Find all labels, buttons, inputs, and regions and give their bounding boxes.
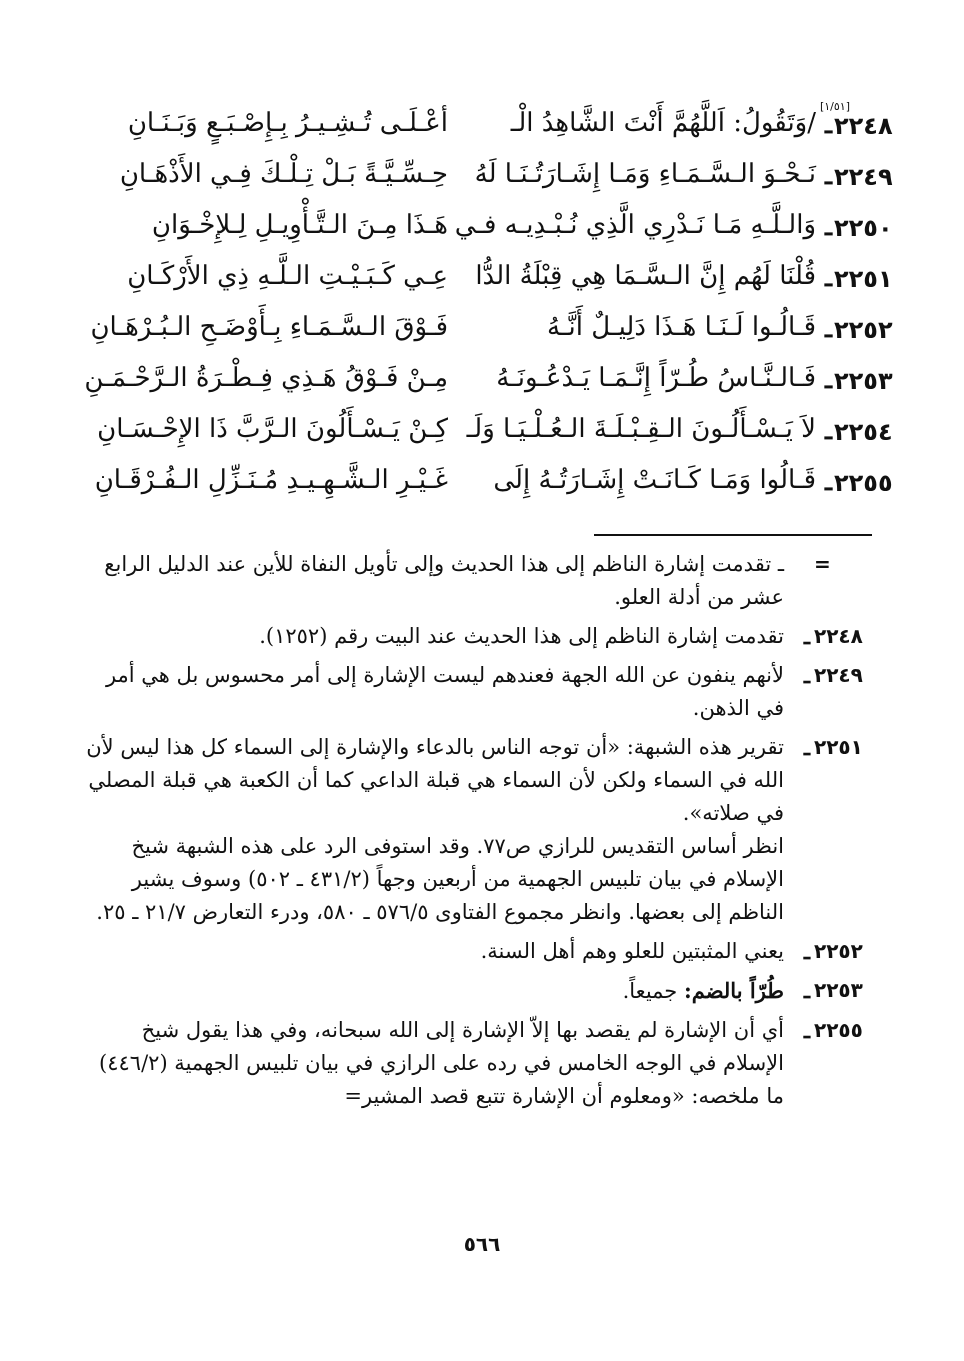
verse-dash: ـ (824, 467, 832, 496)
verse-first-hemistich: /وَتَقُولُ: اَللَّهُمَّ أَنْتَ الشَّاهِدُ الْـ (510, 108, 816, 138)
verse-dash: ـ (824, 263, 832, 292)
verse-number: ٢٢٥٠ (834, 214, 893, 242)
verse-dash: ـ (824, 314, 832, 343)
footnote-text: أي أن الإشارة لم يقصد بها إلاّ الإشارة إلى الله سبحانه، وفي هذا يقول شيخ الإسلام في الوجه الخامس في رده على الرازي في بيان تلبيس الجهمية (٤٤٦/٢) ما ملخصه: «ومعلوم أن الإشارة تتبع قصد المشير= (99, 1018, 784, 1108)
footnote-dash: ـ (803, 735, 810, 760)
footnote (86, 548, 876, 614)
footnote-text (86, 974, 784, 1008)
verse-number: ٢٢٥١ (834, 265, 893, 293)
footnote-number: ٢٢٤٨ (814, 624, 863, 648)
footnote (86, 935, 876, 968)
verse-dash: ـ (824, 110, 832, 139)
footnote-definition: جميعاً. (622, 979, 678, 1003)
footnote-dash: ـ (803, 624, 810, 649)
verse-row (60, 465, 896, 516)
page-number: ٥٦٦ (463, 1232, 501, 1256)
footnote-separator (594, 534, 872, 536)
footnote-number: ٢٢٥٣ (814, 978, 863, 1002)
verse-row (60, 210, 896, 261)
poem-block (60, 100, 896, 516)
verse-number: ٢٢٤٨ (834, 112, 893, 140)
verse-row (60, 312, 896, 363)
verse-number: ٢٢٥٥ (834, 469, 893, 497)
footnotes (86, 548, 876, 1119)
verse-first-hemistich: وَالـلَّـهِ مَـا نَـدْرِي الَّذِي نُـبْـدِيـه فـي (454, 210, 816, 240)
footnote-text: انظر أساس التقديس للرازي ص٧٧. وقد استوفى الرد على هذه الشبهة شيخ الإسلام في بيان تلبيس الجهمية من أربعين وجهاً (٤٣١/٢ ـ ٥٠٢) وسوف يشير الناظم إلى بعضها. وانظر مجموع الفتاوى ٥٧٦/٥ ـ ٥٨٠، ودرء التعارض ٢١/٧ ـ ٢٥. (96, 834, 784, 924)
verse-row (60, 261, 896, 312)
verse-number: ٢٢٤٩ (834, 163, 893, 191)
verse-row (60, 414, 896, 465)
verse-number: ٢٢٥٤ (834, 418, 893, 446)
footnote-text: تقدمت إشارة الناظم إلى هذا الحديث عند البيت رقم (١٢٥٢). (259, 624, 784, 648)
footnote (86, 620, 876, 653)
verse-row (60, 159, 896, 210)
verse-row (60, 100, 896, 159)
verse-number: ٢٢٥٢ (834, 316, 893, 344)
verse-first-hemistich: لاَ يَـسْـأَلُـونَ الـقِـبْـلَـةَ الـعُـلْـيَـا وَلَـ (466, 414, 816, 444)
footnote-text: تقرير هذه الشبهة: «أن توجه الناس بالدعاء والإشارة إلى السماء كل هذا ليس لأن الله في السماء ولكن لأن السماء هي قبلة الداعي كما أن الكعبة هي قبلة المصلي في صلاته». (86, 735, 784, 825)
footnote (86, 974, 876, 1008)
verse-second-hemistich: حِـسِّـيَّـةً بَـلْ تِـلْـكَ فِـي الأَذْهَـانِ (119, 159, 448, 189)
footnote-dash: ـ (803, 1018, 810, 1043)
verse-dash: ـ (824, 365, 832, 394)
footnote-lead-term: طُرّاً بالضم: (683, 978, 784, 1003)
footnote-text: ـ تقدمت إشارة الناظم إلى هذا الحديث وإلى تأويل النفاة للأين عند الدليل الرابع عشر من أدلة العلو. (104, 552, 784, 609)
verse-first-hemistich: نَـحْـوَ الـسَّـمَـاءِ وَمَـا إِشَـارَتُـنَـا لَهُ (474, 159, 816, 189)
verse-second-hemistich: أعْـلَـى تُـشِـيـرُ بِـإِصْـبَـعٍ وَبَـنَـانِ (127, 108, 448, 138)
verse-second-hemistich: فَـوْقَ الـسَّـمَـاءِ بِـأَوْضَـحِ الـبُـرْهَـانِ (90, 312, 448, 342)
verse-first-hemistich: فَـالـنَّـاسُ طُـرّاً إِنَّـمَـا يَـدْعُـونَـهُ (496, 363, 816, 393)
footnote-number: ٢٢٥٢ (814, 939, 863, 963)
footnote-dash: ـ (803, 663, 810, 688)
footnote (86, 731, 876, 929)
footnote-dash: ـ (803, 939, 810, 964)
footnote-dash: ـ (803, 978, 810, 1003)
footnote-number: ٢٢٥٥ (814, 1018, 863, 1042)
verse-second-hemistich: مِـنْ فَـوْقُ هَـذِي فِـطْـرَةُ الـرَّحْـمَـنِ (84, 363, 448, 393)
footnote-number: ٢٢٥١ (814, 735, 863, 759)
verse-first-hemistich: قَـالُوا وَمَـا كَـانَـتْ إِشَـارَتُـهُ إِلَى (493, 465, 816, 495)
verse-dash: ـ (824, 161, 832, 190)
verse-first-hemistich: قُلْنَا لَهُم إِنَّ الـسَّـمَا هِي قِبْلَةُ الدُّا (475, 261, 816, 291)
verse-first-hemistich: قَـالُـوا لَـنَـا هَـذَا دَلِيـلٌ أَنَّـهُ (546, 312, 816, 342)
verse-second-hemistich: هَـذَا مِـنَ الـتَّـأْوِيـلِ لِـلإِخْـوَانِ (151, 210, 448, 240)
footnote-text: يعني المثبتين للعلو وهم أهل السنة. (480, 939, 784, 963)
verse-number: ٢٢٥٣ (834, 367, 893, 395)
verse-dash: ـ (824, 212, 832, 241)
footnote (86, 659, 876, 725)
verse-second-hemistich: كِـنْ يَـسْـأَلُونَ الـرَّبَّ ذَا الإِحْـسَـانِ (97, 414, 448, 444)
footnote (86, 1014, 876, 1113)
footnote-number: ٢٢٤٩ (814, 663, 863, 687)
verse-row (60, 363, 896, 414)
verse-second-hemistich: غَـيْـرِ الـشَّـهِـيـدِ مُـنَـزِّلِ الـفُـرْقَـانِ (94, 465, 448, 495)
verse-dash: ـ (824, 416, 832, 445)
verse-second-hemistich: عِـي كَـبَـيْـتِ الـلَّـهِ ذِي الأَرْكَـانِ (127, 261, 448, 291)
footnote-text: لأنهم ينفون عن الله الجهة فعندهم ليست الإشارة إلى أمر محسوس بل هي أمر في الذهن. (105, 663, 784, 720)
manuscript-reference: [١/٥١] (819, 100, 850, 113)
footnote-number: = (814, 552, 831, 576)
